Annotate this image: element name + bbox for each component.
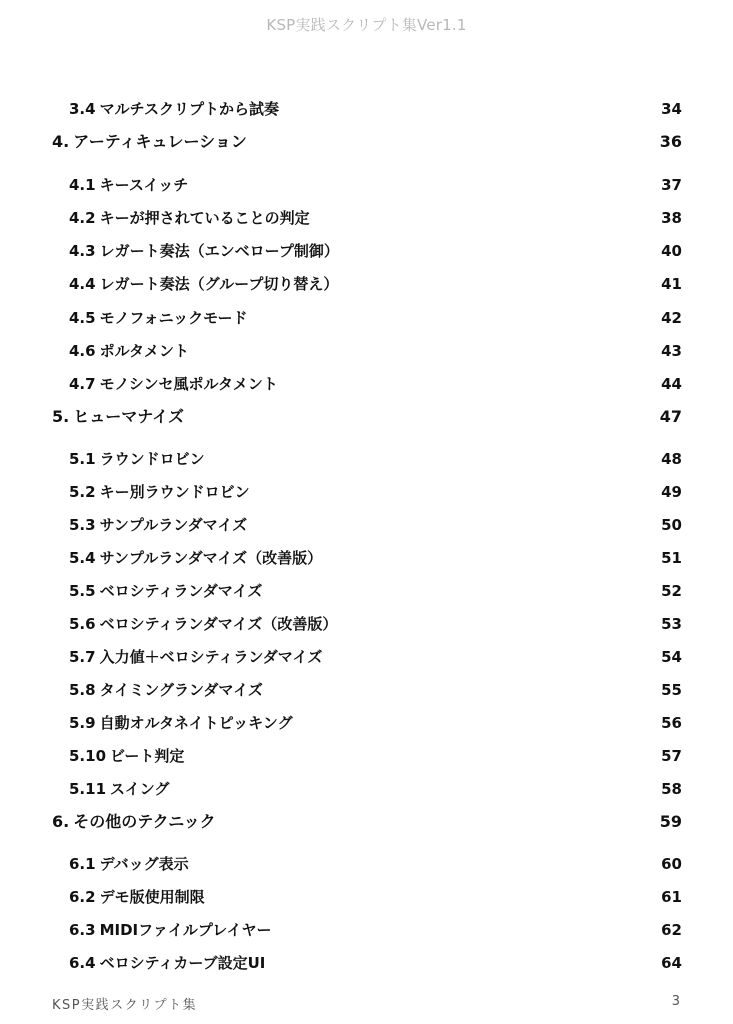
toc-entry-number: 4.7 bbox=[69, 375, 96, 393]
toc-entry-number: 5.3 bbox=[69, 516, 96, 534]
toc-entry-page: 53 bbox=[661, 615, 682, 633]
toc-section-entry[interactable] bbox=[69, 884, 682, 910]
toc-entry-title: タイミングランダマイズ bbox=[99, 681, 263, 699]
toc-section-entry[interactable] bbox=[69, 545, 682, 571]
toc-entry-title: ベロシティカーブ設定UI bbox=[99, 954, 266, 972]
toc-section-entry[interactable] bbox=[69, 96, 682, 122]
toc-section-entry[interactable] bbox=[69, 479, 682, 505]
toc-entry-number: 6.1 bbox=[69, 855, 96, 873]
toc-entry-number: 5.4 bbox=[69, 549, 96, 567]
toc-section-entry[interactable] bbox=[69, 338, 682, 364]
toc-section-entry[interactable] bbox=[69, 305, 682, 331]
toc-entry-page: 38 bbox=[661, 209, 682, 227]
toc-entry-title: その他のテクニック bbox=[73, 812, 216, 831]
toc-section-entry[interactable] bbox=[69, 172, 682, 198]
toc-entry-title: キーが押されていることの判定 bbox=[99, 209, 310, 227]
toc-entry-number: 6.2 bbox=[69, 888, 96, 906]
toc-entry-title: ヒューマナイズ bbox=[73, 407, 184, 426]
toc-entry-number: 4.6 bbox=[69, 342, 96, 360]
toc-entry-title: モノフォニックモード bbox=[99, 309, 248, 327]
toc-section-entry[interactable] bbox=[69, 578, 682, 604]
toc-entry-title: アーティキュレーション bbox=[73, 132, 247, 151]
toc-section-entry[interactable] bbox=[69, 776, 682, 802]
toc-entry-number: 5.7 bbox=[69, 648, 96, 666]
footer-page-number: 3 bbox=[671, 994, 680, 1009]
toc-entry-title: モノシンセ風ポルタメント bbox=[99, 375, 278, 393]
toc-entry-page: 42 bbox=[661, 309, 682, 327]
toc-section-entry[interactable] bbox=[69, 950, 682, 976]
toc-entry-page: 50 bbox=[661, 516, 682, 534]
toc-entry-number: 5.2 bbox=[69, 483, 96, 501]
toc-entry-page: 58 bbox=[661, 780, 682, 798]
toc-entry-number: 4.2 bbox=[69, 209, 96, 227]
toc-entry-number: 5.8 bbox=[69, 681, 96, 699]
toc-entry-title: デバッグ表示 bbox=[99, 855, 189, 873]
toc-entry-page: 54 bbox=[661, 648, 682, 666]
toc-entry-page: 56 bbox=[661, 714, 682, 732]
toc-entry-page: 64 bbox=[661, 954, 682, 972]
toc-entry-page: 62 bbox=[661, 921, 682, 939]
toc-entry-title: MIDIファイルプレイヤー bbox=[99, 921, 272, 939]
toc-section-entry[interactable] bbox=[69, 644, 682, 670]
toc-entry-number: 5.6 bbox=[69, 615, 96, 633]
toc-entry-number: 4.4 bbox=[69, 275, 96, 293]
toc-entry-page: 61 bbox=[661, 888, 682, 906]
toc-entry-title: ポルタメント bbox=[99, 342, 189, 360]
toc-entry-title: 入力値＋ベロシティランダマイズ bbox=[99, 648, 323, 666]
toc-entry-number: 5.9 bbox=[69, 714, 96, 732]
toc-section-entry[interactable] bbox=[69, 677, 682, 703]
toc-entry-page: 47 bbox=[659, 407, 682, 426]
toc-chapter-entry[interactable] bbox=[52, 129, 682, 155]
toc-section-entry[interactable] bbox=[69, 238, 682, 264]
toc-entry-number: 5.5 bbox=[69, 582, 96, 600]
toc-chapter-entry[interactable] bbox=[52, 809, 682, 835]
toc-entry-page: 44 bbox=[661, 375, 682, 393]
toc-entry-number: 6. bbox=[52, 812, 70, 831]
toc-section-entry[interactable] bbox=[69, 271, 682, 297]
toc-section-entry[interactable] bbox=[69, 710, 682, 736]
toc-entry-number: 3.4 bbox=[69, 100, 96, 118]
toc-entry-number: 4. bbox=[52, 132, 70, 151]
toc-entry-page: 48 bbox=[661, 450, 682, 468]
toc-entry-title: 自動オルタネイトピッキング bbox=[99, 714, 293, 732]
toc-entry-page: 59 bbox=[659, 812, 682, 831]
toc-entry-page: 52 bbox=[661, 582, 682, 600]
toc-entry-page: 37 bbox=[661, 176, 682, 194]
toc-entry-page: 55 bbox=[661, 681, 682, 699]
toc-section-entry[interactable] bbox=[69, 917, 682, 943]
toc-section-entry[interactable] bbox=[69, 371, 682, 397]
toc-entry-page: 36 bbox=[659, 132, 682, 151]
toc-entry-page: 49 bbox=[661, 483, 682, 501]
toc-entry-page: 41 bbox=[661, 275, 682, 293]
toc-section-entry[interactable] bbox=[69, 611, 682, 637]
toc-entry-page: 34 bbox=[661, 100, 682, 118]
toc-entry-number: 6.3 bbox=[69, 921, 96, 939]
toc-entry-page: 51 bbox=[661, 549, 682, 567]
toc-entry-number: 5. bbox=[52, 407, 70, 426]
toc-entry-title: ラウンドロビン bbox=[99, 450, 205, 468]
toc-section-entry[interactable] bbox=[69, 446, 682, 472]
toc-entry-page: 60 bbox=[661, 855, 682, 873]
toc-entry-page: 43 bbox=[661, 342, 682, 360]
toc-entry-number: 4.3 bbox=[69, 242, 96, 260]
toc-entry-number: 5.11 bbox=[69, 780, 107, 798]
toc-entry-title: マルチスクリプトから試奏 bbox=[99, 100, 279, 118]
toc-section-entry[interactable] bbox=[69, 851, 682, 877]
toc-entry-number: 5.1 bbox=[69, 450, 96, 468]
footer-title: KSP実践スクリプト集 bbox=[52, 998, 198, 1013]
toc-chapter-entry[interactable] bbox=[52, 404, 682, 430]
toc-entry-page: 57 bbox=[661, 747, 682, 765]
toc-entry-title: サンプルランダマイズ（改善版） bbox=[99, 549, 323, 567]
toc-entry-title: サンプルランダマイズ bbox=[99, 516, 248, 534]
toc-entry-number: 6.4 bbox=[69, 954, 96, 972]
toc-entry-title: レガート奏法（グループ切り替え） bbox=[99, 275, 339, 293]
toc-entry-title: キー別ラウンドロビン bbox=[99, 483, 250, 501]
toc-section-entry[interactable] bbox=[69, 743, 682, 769]
running-header: KSP実践スクリプト集Ver1.1 bbox=[266, 16, 467, 34]
toc-entry-title: キースイッチ bbox=[99, 176, 189, 194]
toc-entry-title: ベロシティランダマイズ（改善版） bbox=[99, 615, 338, 633]
toc-section-entry[interactable] bbox=[69, 205, 682, 231]
running-footer bbox=[52, 994, 680, 1014]
toc-entry-title: スイング bbox=[110, 780, 170, 798]
toc-entry-page: 40 bbox=[661, 242, 682, 260]
toc-entry-title: ベロシティランダマイズ bbox=[99, 582, 263, 600]
toc-section-entry[interactable] bbox=[69, 512, 682, 538]
toc-entry-title: ビート判定 bbox=[110, 747, 185, 765]
toc-entry-title: デモ版使用制限 bbox=[99, 888, 205, 906]
toc-entry-number: 4.5 bbox=[69, 309, 96, 327]
toc-entry-number: 5.10 bbox=[69, 747, 107, 765]
toc-entry-number: 4.1 bbox=[69, 176, 96, 194]
toc-entry-title: レガート奏法（エンベロープ制御） bbox=[99, 242, 339, 260]
